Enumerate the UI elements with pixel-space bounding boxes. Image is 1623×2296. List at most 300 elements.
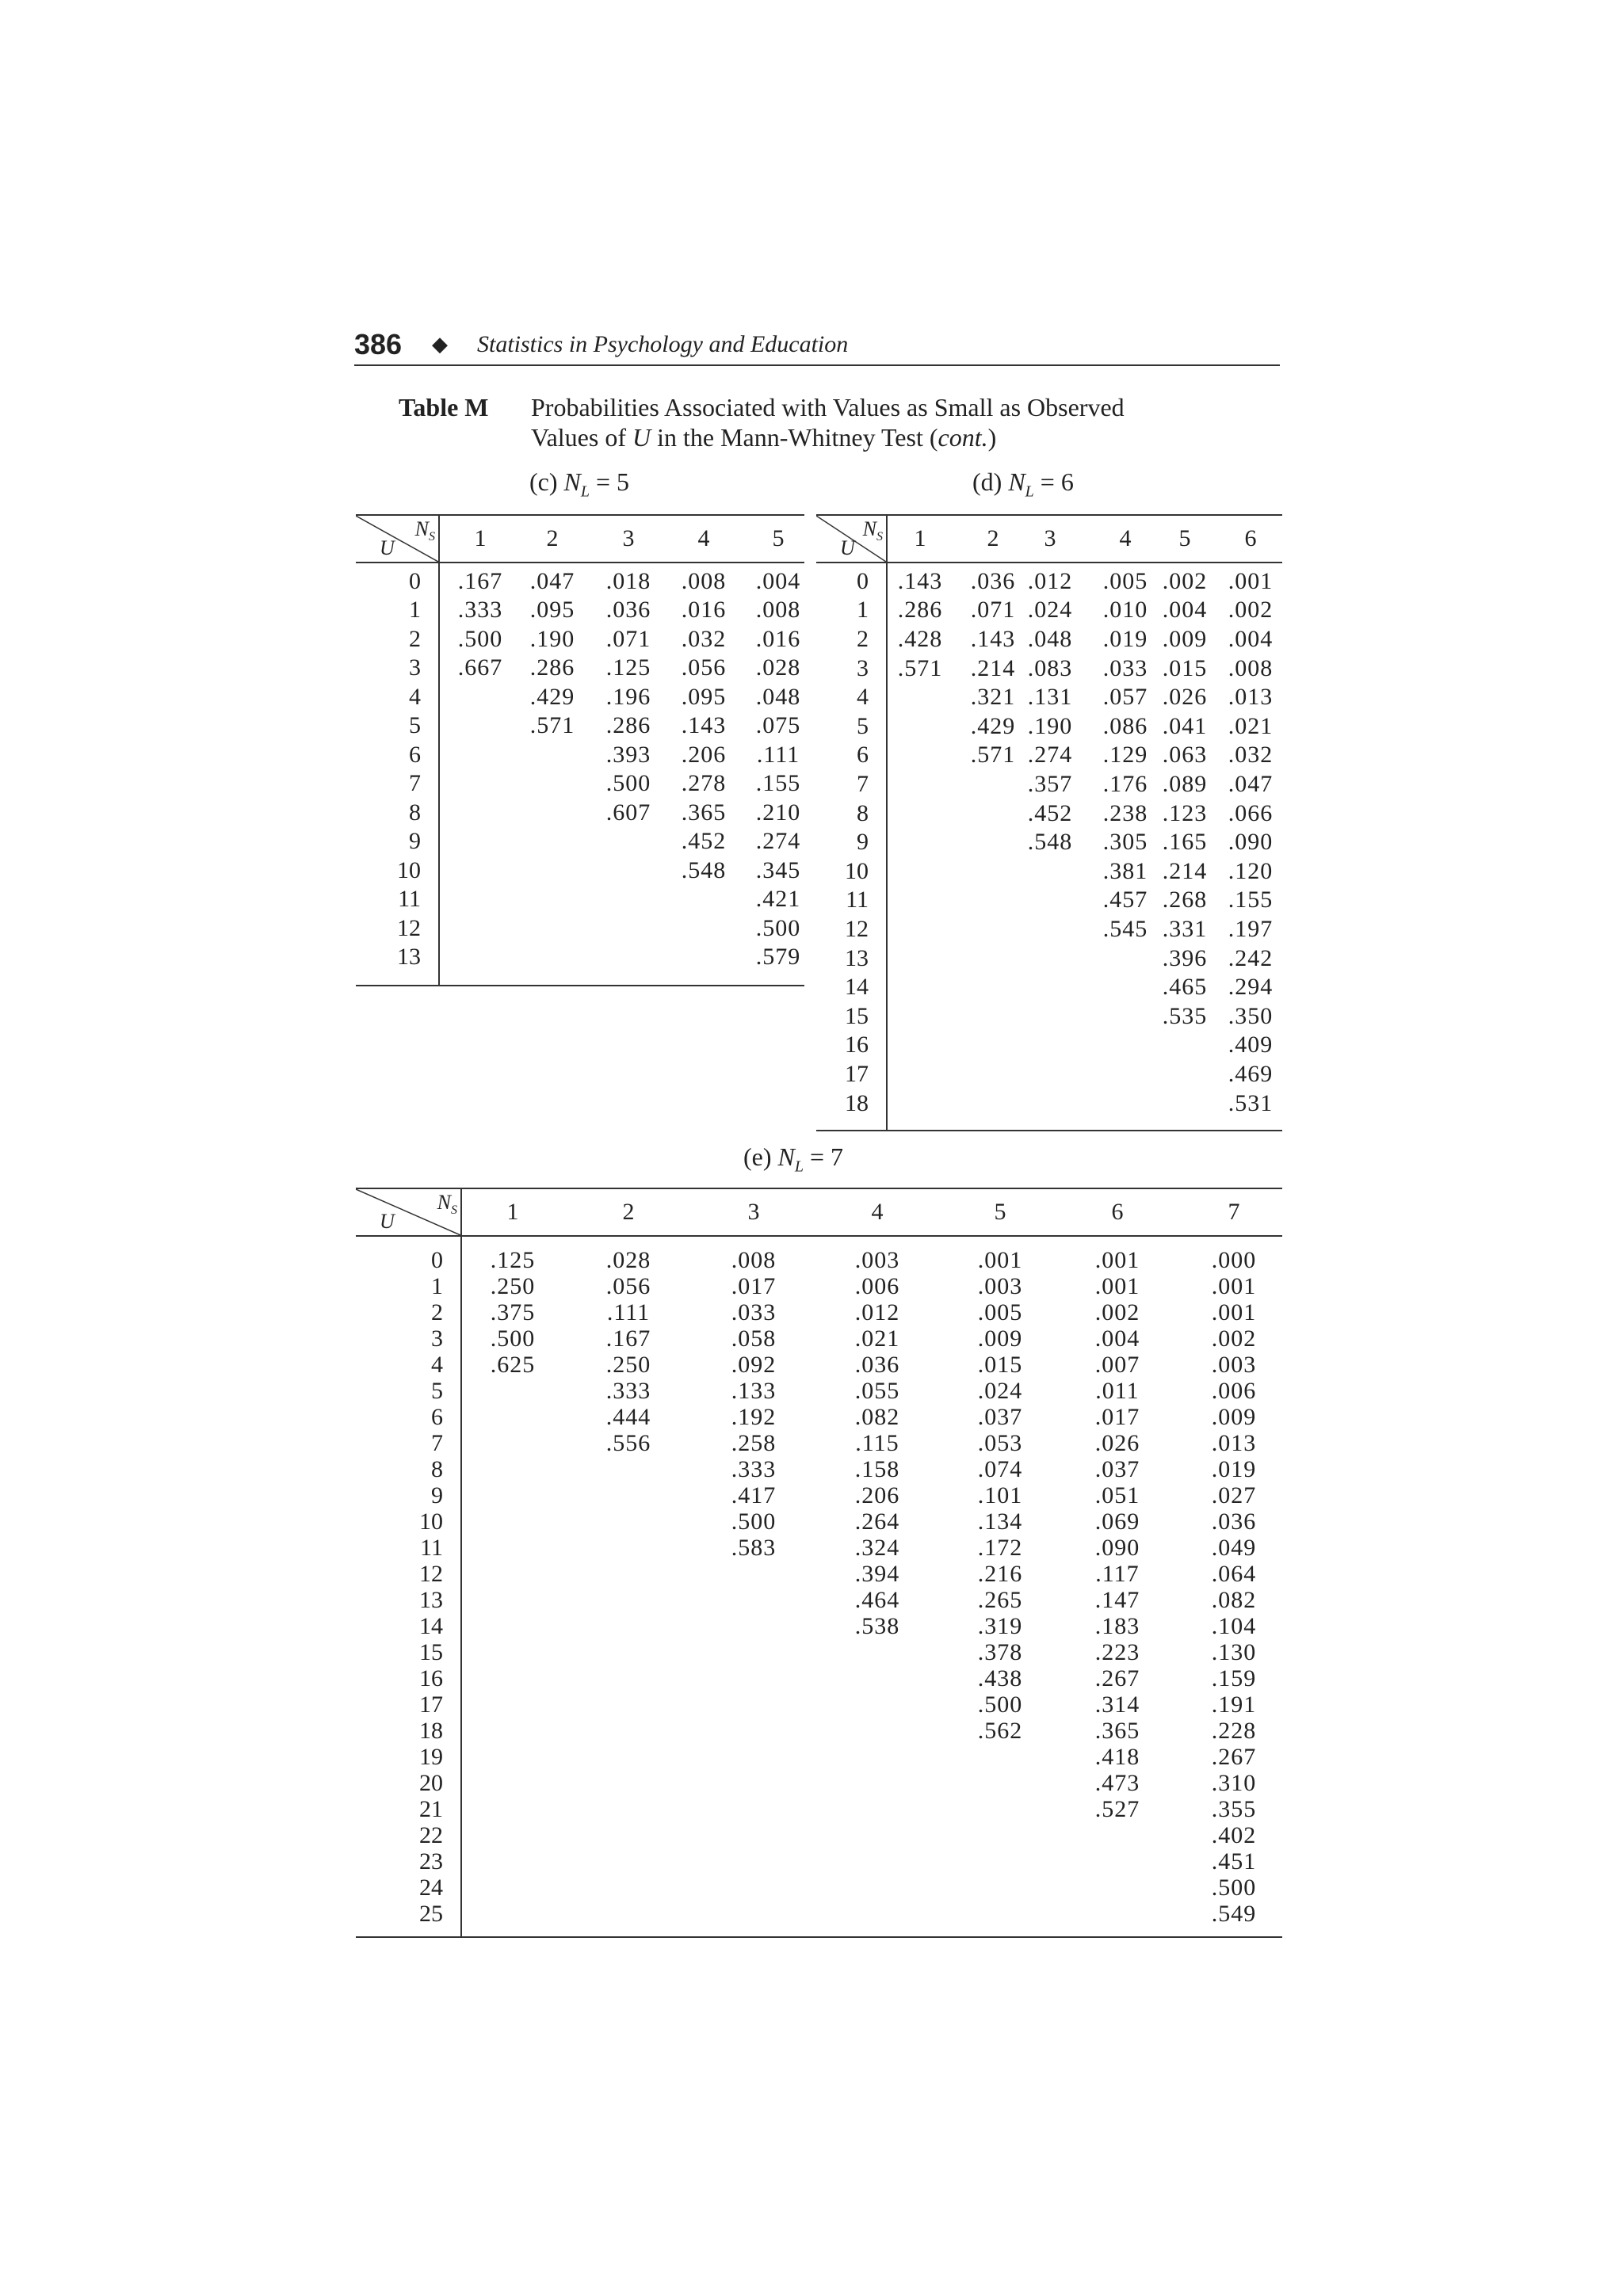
probability-cell: .033 xyxy=(731,1299,777,1325)
probability-cell: .452 xyxy=(1027,799,1073,826)
book-title: Statistics in Psychology and Education xyxy=(477,331,849,357)
row-label-u-1: 1 xyxy=(409,597,421,624)
probability-cell: .018 xyxy=(605,567,651,594)
header-rule xyxy=(356,562,804,563)
row-label-u-9: 9 xyxy=(431,1482,443,1508)
probability-cell: .074 xyxy=(977,1455,1023,1482)
row-label-u-3: 3 xyxy=(857,654,869,681)
row-label-u-18: 18 xyxy=(845,1089,869,1116)
probability-cell: .155 xyxy=(755,770,801,797)
probability-cell: .004 xyxy=(1228,625,1274,652)
caption-variable: N xyxy=(1008,467,1025,496)
probability-cell: .214 xyxy=(1162,857,1208,884)
row-label-u-0: 0 xyxy=(409,567,421,594)
probability-cell: .365 xyxy=(1094,1717,1140,1744)
probability-cell: .165 xyxy=(1162,829,1208,856)
row-label-u-1: 1 xyxy=(431,1272,443,1299)
probability-cell: .012 xyxy=(1027,567,1073,594)
probability-cell: .048 xyxy=(755,683,801,710)
probability-cell: .500 xyxy=(731,1508,777,1535)
probability-cell: .571 xyxy=(897,654,943,681)
subtable-d xyxy=(816,514,1282,1131)
probability-cell: .083 xyxy=(1027,654,1073,681)
probability-cell: .005 xyxy=(977,1299,1023,1325)
probability-cell: .058 xyxy=(731,1325,777,1352)
probability-cell: .028 xyxy=(755,654,801,681)
probability-cell: .418 xyxy=(1094,1743,1140,1770)
row-label-u-17: 17 xyxy=(419,1691,443,1718)
row-label-u-16: 16 xyxy=(845,1032,869,1058)
probability-cell: .026 xyxy=(1162,684,1208,711)
probability-cell: .002 xyxy=(1094,1299,1140,1325)
row-label-u-11: 11 xyxy=(398,886,421,913)
probability-cell: .036 xyxy=(854,1351,900,1378)
corner-ns-text: N xyxy=(414,517,429,540)
probability-cell: .125 xyxy=(605,654,651,681)
probability-cell: .056 xyxy=(681,654,727,681)
probability-cell: .190 xyxy=(529,625,575,652)
probability-cell: .535 xyxy=(1162,1002,1208,1029)
probability-cell: .583 xyxy=(731,1534,777,1561)
probability-cell: .155 xyxy=(1228,887,1274,913)
probability-cell: .333 xyxy=(731,1455,777,1482)
probability-cell: .500 xyxy=(490,1325,536,1352)
probability-cell: .192 xyxy=(731,1403,777,1430)
probability-cell: .278 xyxy=(681,770,727,797)
probability-cell: .500 xyxy=(755,914,801,941)
diamond-separator-icon: ◆ xyxy=(432,333,448,356)
probability-cell: .001 xyxy=(1094,1246,1140,1273)
probability-cell: .345 xyxy=(755,856,801,883)
probability-cell: .464 xyxy=(854,1586,900,1613)
column-header-ns-4: 4 xyxy=(871,1199,884,1225)
probability-cell: .019 xyxy=(1211,1455,1257,1482)
probability-cell: .147 xyxy=(1094,1586,1140,1613)
probability-cell: .130 xyxy=(1211,1638,1257,1665)
column-header-ns-1: 1 xyxy=(474,525,487,551)
probability-cell: .267 xyxy=(1211,1743,1257,1770)
probability-cell: .131 xyxy=(1027,684,1073,711)
probability-cell: .075 xyxy=(755,712,801,739)
probability-cell: .005 xyxy=(1102,567,1148,594)
probability-cell: .402 xyxy=(1211,1821,1257,1848)
probability-cell: .123 xyxy=(1162,799,1208,826)
caption-prefix: (d) xyxy=(972,467,1009,496)
probability-cell: .242 xyxy=(1228,944,1274,971)
row-label-u-24: 24 xyxy=(419,1874,443,1901)
u-column-rule xyxy=(438,516,440,985)
running-header xyxy=(354,325,1280,366)
probability-cell: .007 xyxy=(1094,1351,1140,1378)
probability-cell: .003 xyxy=(854,1246,900,1273)
probability-cell: .421 xyxy=(755,886,801,913)
probability-cell: .089 xyxy=(1162,770,1208,797)
subtable-d-caption xyxy=(972,466,1074,507)
row-label-u-8: 8 xyxy=(857,799,869,826)
caption-equals: = 5 xyxy=(589,467,630,496)
probability-cell: .258 xyxy=(731,1429,777,1456)
probability-cell: .500 xyxy=(457,625,503,652)
column-header-ns-2: 2 xyxy=(622,1199,635,1225)
probability-cell: .183 xyxy=(1094,1612,1140,1639)
row-label-u-7: 7 xyxy=(857,770,869,797)
probability-cell: .017 xyxy=(1094,1403,1140,1430)
caption-equals: = 7 xyxy=(803,1142,844,1171)
column-header-ns-2: 2 xyxy=(546,525,559,551)
row-label-u-0: 0 xyxy=(431,1246,443,1273)
row-label-u-3: 3 xyxy=(409,654,421,681)
row-label-u-10: 10 xyxy=(845,857,869,884)
probability-cell: .049 xyxy=(1211,1534,1257,1561)
probability-cell: .026 xyxy=(1094,1429,1140,1456)
caption-equals: = 6 xyxy=(1033,467,1074,496)
probability-cell: .538 xyxy=(854,1612,900,1639)
probability-cell: .047 xyxy=(529,567,575,594)
column-header-ns-1: 1 xyxy=(506,1199,519,1225)
probability-cell: .037 xyxy=(1094,1455,1140,1482)
row-label-u-8: 8 xyxy=(431,1455,443,1482)
probability-cell: .010 xyxy=(1102,597,1148,624)
row-label-u-5: 5 xyxy=(409,712,421,739)
probability-cell: .041 xyxy=(1162,712,1208,739)
caption-variable: N xyxy=(563,467,581,496)
probability-cell: .004 xyxy=(755,567,801,594)
probability-cell: .562 xyxy=(977,1717,1023,1744)
probability-cell: .196 xyxy=(605,683,651,710)
probability-cell: .176 xyxy=(1102,770,1148,797)
row-label-u-2: 2 xyxy=(409,625,421,652)
probability-cell: .294 xyxy=(1228,974,1274,1001)
probability-cell: .032 xyxy=(681,625,727,652)
probability-cell: .013 xyxy=(1228,684,1274,711)
probability-cell: .167 xyxy=(605,1325,651,1352)
row-label-u-15: 15 xyxy=(419,1638,443,1665)
probability-cell: .008 xyxy=(681,567,727,594)
probability-cell: .028 xyxy=(605,1246,651,1273)
probability-cell: .006 xyxy=(1211,1377,1257,1404)
probability-cell: .545 xyxy=(1102,915,1148,942)
row-label-u-14: 14 xyxy=(419,1612,443,1639)
probability-cell: .191 xyxy=(1211,1691,1257,1718)
row-label-u-13: 13 xyxy=(845,944,869,971)
probability-cell: .438 xyxy=(977,1665,1023,1691)
corner-label-u: U xyxy=(380,1210,395,1233)
row-label-u-6: 6 xyxy=(431,1403,443,1430)
corner-label-u: U xyxy=(840,536,855,559)
probability-cell: .319 xyxy=(977,1612,1023,1639)
probability-cell: .064 xyxy=(1211,1560,1257,1587)
probability-cell: .571 xyxy=(529,712,575,739)
row-label-u-4: 4 xyxy=(857,684,869,711)
row-label-u-17: 17 xyxy=(845,1060,869,1087)
probability-cell: .206 xyxy=(681,741,727,768)
probability-cell: .444 xyxy=(605,1403,651,1430)
caption-variable: N xyxy=(777,1142,795,1171)
probability-cell: .500 xyxy=(1211,1874,1257,1901)
probability-cell: .063 xyxy=(1162,742,1208,769)
u-column-rule xyxy=(886,516,888,1130)
probability-cell: .206 xyxy=(854,1482,900,1508)
probability-cell: .027 xyxy=(1211,1482,1257,1508)
column-header-ns-3: 3 xyxy=(747,1199,760,1225)
row-label-u-7: 7 xyxy=(409,770,421,797)
probability-cell: .286 xyxy=(897,597,943,624)
row-label-u-8: 8 xyxy=(409,799,421,826)
probability-cell: .002 xyxy=(1211,1325,1257,1352)
probability-cell: .556 xyxy=(605,1429,651,1456)
probability-cell: .001 xyxy=(1094,1272,1140,1299)
probability-cell: .009 xyxy=(977,1325,1023,1352)
probability-cell: .143 xyxy=(970,625,1016,652)
probability-cell: .143 xyxy=(681,712,727,739)
probability-cell: .053 xyxy=(977,1429,1023,1456)
probability-cell: .133 xyxy=(731,1377,777,1404)
row-label-u-6: 6 xyxy=(409,741,421,768)
probability-cell: .267 xyxy=(1094,1665,1140,1691)
row-label-u-12: 12 xyxy=(397,914,421,941)
subtable-c-caption xyxy=(529,466,629,507)
probability-cell: .274 xyxy=(1027,742,1073,769)
probability-cell: .015 xyxy=(1162,654,1208,681)
column-header-ns-2: 2 xyxy=(987,525,999,551)
probability-cell: .350 xyxy=(1228,1002,1274,1029)
caption-prefix: (c) xyxy=(529,467,564,496)
probability-cell: .086 xyxy=(1102,712,1148,739)
probability-cell: .238 xyxy=(1102,799,1148,826)
probability-cell: .310 xyxy=(1211,1769,1257,1796)
row-label-u-7: 7 xyxy=(431,1429,443,1456)
probability-cell: .036 xyxy=(970,567,1016,594)
row-label-u-14: 14 xyxy=(845,974,869,1001)
probability-cell: .057 xyxy=(1102,684,1148,711)
row-label-u-9: 9 xyxy=(857,829,869,856)
probability-cell: .069 xyxy=(1094,1508,1140,1535)
probability-cell: .579 xyxy=(755,944,801,971)
probability-cell: .090 xyxy=(1094,1534,1140,1561)
probability-cell: .001 xyxy=(1228,567,1274,594)
probability-cell: .305 xyxy=(1102,829,1148,856)
probability-cell: .082 xyxy=(854,1403,900,1430)
probability-cell: .055 xyxy=(854,1377,900,1404)
column-header-ns-1: 1 xyxy=(914,525,926,551)
row-label-u-20: 20 xyxy=(419,1769,443,1796)
probability-cell: .355 xyxy=(1211,1795,1257,1822)
probability-cell: .321 xyxy=(970,684,1016,711)
probability-cell: .452 xyxy=(681,828,727,855)
probability-cell: .429 xyxy=(970,712,1016,739)
row-label-u-18: 18 xyxy=(419,1717,443,1744)
probability-cell: .037 xyxy=(977,1403,1023,1430)
probability-cell: .015 xyxy=(977,1351,1023,1378)
probability-cell: .158 xyxy=(854,1455,900,1482)
probability-cell: .172 xyxy=(977,1534,1023,1561)
probability-cell: .001 xyxy=(977,1246,1023,1273)
probability-cell: .125 xyxy=(490,1246,536,1273)
probability-cell: .056 xyxy=(605,1272,651,1299)
corner-label-ns xyxy=(437,1191,457,1218)
probability-cell: .051 xyxy=(1094,1482,1140,1508)
probability-cell: .129 xyxy=(1102,742,1148,769)
column-header-ns-6: 6 xyxy=(1244,525,1257,551)
probability-cell: .216 xyxy=(977,1560,1023,1587)
probability-cell: .531 xyxy=(1228,1089,1274,1116)
probability-cell: .090 xyxy=(1228,829,1274,856)
column-header-ns-6: 6 xyxy=(1111,1199,1124,1225)
probability-cell: .417 xyxy=(731,1482,777,1508)
page-number: 386 xyxy=(354,328,403,360)
probability-cell: .190 xyxy=(1027,712,1073,739)
probability-cell: .032 xyxy=(1228,742,1274,769)
column-header-ns-5: 5 xyxy=(772,525,785,551)
caption-prefix: (e) xyxy=(743,1142,778,1171)
probability-cell: .006 xyxy=(854,1272,900,1299)
probability-cell: .500 xyxy=(977,1691,1023,1718)
column-header-ns-5: 5 xyxy=(994,1199,1006,1225)
subtable-c xyxy=(356,514,804,986)
probability-cell: .104 xyxy=(1211,1612,1257,1639)
probability-cell: .331 xyxy=(1162,915,1208,942)
probability-cell: .396 xyxy=(1162,944,1208,971)
probability-cell: .265 xyxy=(977,1586,1023,1613)
probability-cell: .274 xyxy=(755,828,801,855)
row-label-u-5: 5 xyxy=(857,712,869,739)
probability-cell: .250 xyxy=(605,1351,651,1378)
probability-cell: .019 xyxy=(1102,625,1148,652)
probability-cell: .021 xyxy=(1228,712,1274,739)
probability-cell: .197 xyxy=(1228,915,1274,942)
row-label-u-3: 3 xyxy=(431,1325,443,1352)
probability-cell: .527 xyxy=(1094,1795,1140,1822)
probability-cell: .571 xyxy=(970,742,1016,769)
row-label-u-19: 19 xyxy=(419,1743,443,1770)
probability-cell: .625 xyxy=(490,1351,536,1378)
probability-cell: .002 xyxy=(1162,567,1208,594)
corner-ns-text: N xyxy=(437,1191,451,1214)
row-label-u-12: 12 xyxy=(419,1560,443,1587)
corner-ns-subscript: S xyxy=(876,530,883,544)
probability-cell: .048 xyxy=(1027,625,1073,652)
row-label-u-4: 4 xyxy=(431,1351,443,1378)
probability-cell: .378 xyxy=(977,1638,1023,1665)
probability-cell: .393 xyxy=(605,741,651,768)
row-label-u-23: 23 xyxy=(419,1848,443,1875)
probability-cell: .324 xyxy=(854,1534,900,1561)
row-label-u-12: 12 xyxy=(845,915,869,942)
row-label-u-10: 10 xyxy=(397,856,421,883)
probability-cell: .024 xyxy=(977,1377,1023,1404)
probability-cell: .120 xyxy=(1228,857,1274,884)
probability-cell: .429 xyxy=(529,683,575,710)
probability-cell: .000 xyxy=(1211,1246,1257,1273)
corner-label-u: U xyxy=(380,536,395,559)
probability-cell: .500 xyxy=(605,770,651,797)
corner-label-ns xyxy=(863,517,883,544)
probability-cell: .111 xyxy=(606,1299,651,1325)
probability-cell: .365 xyxy=(681,799,727,826)
probability-cell: .008 xyxy=(1228,654,1274,681)
row-label-u-2: 2 xyxy=(857,625,869,652)
probability-cell: .159 xyxy=(1211,1665,1257,1691)
probability-cell: .667 xyxy=(457,654,503,681)
probability-cell: .167 xyxy=(457,567,503,594)
row-label-u-16: 16 xyxy=(419,1665,443,1691)
probability-cell: .465 xyxy=(1162,974,1208,1001)
row-label-u-13: 13 xyxy=(419,1586,443,1613)
probability-cell: .214 xyxy=(970,654,1016,681)
probability-cell: .004 xyxy=(1162,597,1208,624)
table-title-line-1: Probabilities Associated with Values as Small as Observed xyxy=(531,393,1125,421)
probability-cell: .286 xyxy=(605,712,651,739)
corner-ns-text: N xyxy=(862,517,876,540)
probability-cell: .394 xyxy=(854,1560,900,1587)
probability-cell: .033 xyxy=(1102,654,1148,681)
caption-subscript: L xyxy=(1025,482,1034,501)
row-label-u-4: 4 xyxy=(409,683,421,710)
probability-cell: .333 xyxy=(457,597,503,624)
probability-cell: .008 xyxy=(755,597,801,624)
probability-cell: .011 xyxy=(1095,1377,1140,1404)
probability-cell: .095 xyxy=(681,683,727,710)
probability-cell: .009 xyxy=(1162,625,1208,652)
probability-cell: .036 xyxy=(605,597,651,624)
probability-cell: .004 xyxy=(1094,1325,1140,1352)
table-label: Table M xyxy=(399,393,489,421)
probability-cell: .016 xyxy=(755,625,801,652)
probability-cell: .143 xyxy=(897,567,943,594)
probability-cell: .071 xyxy=(605,625,651,652)
probability-cell: .375 xyxy=(490,1299,536,1325)
subtable-e-caption xyxy=(743,1141,843,1182)
probability-cell: .012 xyxy=(854,1299,900,1325)
corner-ns-subscript: S xyxy=(451,1203,457,1218)
probability-cell: .409 xyxy=(1228,1032,1274,1058)
row-label-u-15: 15 xyxy=(845,1002,869,1029)
row-label-u-10: 10 xyxy=(419,1508,443,1535)
column-header-ns-4: 4 xyxy=(697,525,710,551)
probability-cell: .001 xyxy=(1211,1299,1257,1325)
probability-cell: .357 xyxy=(1027,770,1073,797)
probability-cell: .016 xyxy=(681,597,727,624)
probability-cell: .021 xyxy=(854,1325,900,1352)
probability-cell: .008 xyxy=(731,1246,777,1273)
row-label-u-11: 11 xyxy=(420,1534,443,1561)
probability-cell: .017 xyxy=(731,1272,777,1299)
row-label-u-6: 6 xyxy=(857,742,869,769)
probability-cell: .071 xyxy=(970,597,1016,624)
probability-cell: .264 xyxy=(854,1508,900,1535)
probability-cell: .115 xyxy=(855,1429,899,1456)
probability-cell: .009 xyxy=(1211,1403,1257,1430)
probability-cell: .469 xyxy=(1228,1060,1274,1087)
row-label-u-13: 13 xyxy=(397,944,421,971)
caption-subscript: L xyxy=(580,482,590,501)
row-label-u-0: 0 xyxy=(857,567,869,594)
probability-cell: .548 xyxy=(1027,829,1073,856)
u-column-rule xyxy=(460,1189,462,1936)
probability-cell: .451 xyxy=(1211,1848,1257,1875)
probability-cell: .092 xyxy=(731,1351,777,1378)
column-header-ns-3: 3 xyxy=(1044,525,1056,551)
row-label-u-25: 25 xyxy=(419,1900,443,1927)
row-label-u-22: 22 xyxy=(419,1821,443,1848)
probability-cell: .095 xyxy=(529,597,575,624)
row-label-u-1: 1 xyxy=(857,597,869,624)
probability-cell: .111 xyxy=(756,741,800,768)
row-label-u-5: 5 xyxy=(431,1377,443,1404)
probability-cell: .428 xyxy=(897,625,943,652)
probability-cell: .223 xyxy=(1094,1638,1140,1665)
header-rule xyxy=(356,1235,1282,1237)
